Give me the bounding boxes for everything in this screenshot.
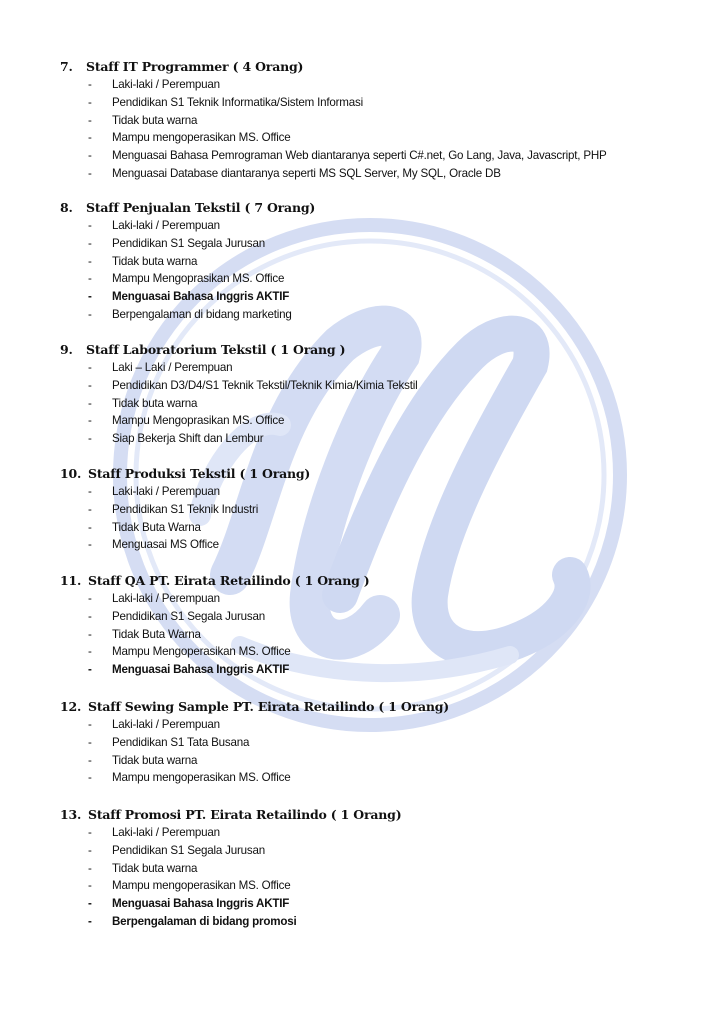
- list-item: [60, 483, 700, 501]
- section-title: Staff Promosi PT. Eirata Retailindo ( 1 Orang): [88, 807, 402, 822]
- section-heading: [60, 465, 700, 483]
- bullet-dash: -: [88, 113, 92, 127]
- list-item: [60, 288, 700, 306]
- section-8: [60, 199, 700, 324]
- list-item: [60, 608, 700, 626]
- list-item: [60, 590, 700, 608]
- bullet-dash: -: [88, 771, 92, 785]
- section-number: 10.: [60, 466, 82, 481]
- item-text: Mampu Mengoprasikan MS. Office: [112, 272, 285, 286]
- section-7: [60, 58, 700, 183]
- item-text: Laki-laki / Perempuan: [112, 826, 220, 839]
- item-text: Menguasai MS Office: [112, 538, 219, 552]
- bullet-dash: -: [88, 735, 92, 749]
- bullet-dash: -: [88, 520, 92, 534]
- item-text: Laki – Laki / Perempuan: [112, 361, 233, 374]
- list-item: [60, 412, 700, 430]
- list-item: [60, 112, 700, 130]
- bullet-dash: -: [88, 219, 92, 232]
- bullet-dash: -: [88, 826, 92, 839]
- section-number: 11.: [60, 573, 82, 588]
- section-number: 9.: [60, 342, 73, 357]
- section-number: 12.: [60, 699, 82, 714]
- item-text: Mampu Mengoperasikan MS. Office: [112, 645, 291, 659]
- section-number: 7.: [60, 59, 73, 74]
- section-heading: [60, 572, 700, 590]
- list-item: [60, 217, 700, 235]
- item-text: Menguasai Bahasa Inggris AKTIF: [112, 663, 290, 677]
- list-item: [60, 626, 700, 644]
- section-heading: [60, 341, 700, 359]
- section-10: [60, 465, 700, 554]
- list-item: [60, 395, 700, 413]
- bullet-dash: -: [88, 149, 92, 163]
- item-text: Tidak buta warna: [112, 113, 198, 127]
- bullet-dash: -: [88, 361, 92, 374]
- bullet-dash: -: [88, 131, 92, 145]
- bullet-dash: -: [88, 627, 92, 641]
- item-text: Laki-laki / Perempuan: [112, 592, 220, 605]
- section-13: [60, 806, 700, 931]
- section-title: Staff Produksi Tekstil ( 1 Orang): [88, 466, 311, 481]
- item-text: Tidak buta warna: [112, 396, 198, 410]
- item-text: Pendidikan S1 Segala Jurusan: [112, 236, 265, 250]
- section-heading: [60, 806, 700, 824]
- bullet-dash: -: [88, 879, 92, 893]
- section-title: Staff IT Programmer ( 4 Orang): [86, 59, 304, 74]
- section-title: Staff Laboratorium Tekstil ( 1 Orang ): [86, 342, 346, 357]
- item-text: Mampu mengoperasikan MS. Office: [112, 771, 291, 785]
- list-item: [60, 752, 700, 770]
- section-number: 13.: [60, 807, 82, 822]
- list-item: [60, 235, 700, 253]
- item-text: Laki-laki / Perempuan: [112, 718, 220, 731]
- list-item: [60, 643, 700, 661]
- bullet-dash: -: [88, 290, 92, 304]
- bullet-dash: -: [88, 414, 92, 428]
- bullet-dash: -: [88, 236, 92, 250]
- list-item: [60, 824, 700, 842]
- list-item: [60, 377, 700, 395]
- item-text: Pendidikan S1 Segala Jurusan: [112, 609, 265, 623]
- list-item: [60, 769, 700, 787]
- item-text: Tidak buta warna: [112, 753, 198, 767]
- section-title: Staff QA PT. Eirata Retailindo ( 1 Orang ): [88, 573, 370, 588]
- item-text: Laki-laki / Perempuan: [112, 78, 220, 91]
- section-heading: [60, 698, 700, 716]
- bullet-dash: -: [88, 914, 92, 928]
- bullet-dash: -: [88, 538, 92, 552]
- list-item: [60, 359, 700, 377]
- item-text: Laki-laki / Perempuan: [112, 485, 220, 498]
- bullet-dash: -: [88, 663, 92, 677]
- item-text: Pendidikan S1 Segala Jurusan: [112, 843, 265, 857]
- list-item: [60, 842, 700, 860]
- bullet-dash: -: [88, 592, 92, 605]
- bullet-dash: -: [88, 645, 92, 659]
- section-title: Staff Penjualan Tekstil ( 7 Orang): [86, 200, 316, 215]
- bullet-dash: -: [88, 609, 92, 623]
- section-number: 8.: [60, 200, 73, 215]
- list-item: [60, 519, 700, 537]
- list-item: [60, 253, 700, 271]
- bullet-dash: -: [88, 861, 92, 875]
- list-item: [60, 661, 700, 679]
- section-title: Staff Sewing Sample PT. Eirata Retailindo ( 1 Orang): [88, 699, 450, 714]
- bullet-dash: -: [88, 753, 92, 767]
- bullet-dash: -: [88, 307, 92, 321]
- bullet-dash: -: [88, 718, 92, 731]
- section-9: [60, 341, 700, 448]
- bullet-dash: -: [88, 485, 92, 498]
- bullet-dash: -: [88, 378, 92, 392]
- list-item: [60, 129, 700, 147]
- item-text: Pendidikan S1 Teknik Industri: [112, 502, 259, 516]
- list-item: [60, 165, 700, 183]
- item-text: Tidak Buta Warna: [112, 520, 201, 534]
- bullet-dash: -: [88, 254, 92, 268]
- item-text: Menguasai Bahasa Inggris AKTIF: [112, 290, 290, 304]
- list-item: [60, 734, 700, 752]
- item-text: Tidak buta warna: [112, 861, 198, 875]
- item-text: Pendidikan D3/D4/S1 Teknik Tekstil/Teknik Kimia/Kimia Tekstil: [112, 378, 418, 392]
- section-heading: [60, 199, 700, 217]
- bullet-dash: -: [88, 432, 92, 446]
- item-text: Mampu Mengoprasikan MS. Office: [112, 414, 285, 428]
- item-text: Siap Bekerja Shift dan Lembur: [112, 432, 264, 446]
- item-text: Pendidikan S1 Teknik Informatika/Sistem Informasi: [112, 95, 363, 109]
- item-text: Laki-laki / Perempuan: [112, 219, 220, 232]
- item-text: Menguasai Database diantaranya seperti MS SQL Server, My SQL, Oracle DB: [112, 166, 501, 180]
- item-text: Mampu mengoperasikan MS. Office: [112, 879, 291, 893]
- bullet-dash: -: [88, 272, 92, 286]
- list-item: [60, 430, 700, 448]
- bullet-dash: -: [88, 396, 92, 410]
- item-text: Berpengalaman di bidang promosi: [112, 914, 297, 928]
- bullet-dash: -: [88, 843, 92, 857]
- item-text: Mampu mengoperasikan MS. Office: [112, 131, 291, 145]
- list-item: [60, 860, 700, 878]
- bullet-dash: -: [88, 897, 92, 911]
- list-item: [60, 306, 700, 324]
- item-text: Tidak buta warna: [112, 254, 198, 268]
- list-item: [60, 877, 700, 895]
- bullet-dash: -: [88, 166, 92, 180]
- section-12: [60, 698, 700, 787]
- item-text: Pendidikan S1 Tata Busana: [112, 735, 250, 749]
- list-item: [60, 716, 700, 734]
- list-item: [60, 76, 700, 94]
- bullet-dash: -: [88, 95, 92, 109]
- list-item: [60, 536, 700, 554]
- item-text: Tidak Buta Warna: [112, 627, 201, 641]
- list-item: [60, 501, 700, 519]
- list-item: [60, 147, 700, 165]
- section-heading: [60, 58, 700, 76]
- list-item: [60, 270, 700, 288]
- list-item: [60, 913, 700, 931]
- item-text: Menguasai Bahasa Inggris AKTIF: [112, 897, 290, 911]
- list-item: [60, 94, 700, 112]
- item-text: Menguasai Bahasa Pemrograman Web diantaranya seperti C#.net, Go Lang, Java, Javascript, PHP: [112, 149, 607, 163]
- bullet-dash: -: [88, 78, 92, 91]
- list-item: [60, 895, 700, 913]
- bullet-dash: -: [88, 502, 92, 516]
- item-text: Berpengalaman di bidang marketing: [112, 307, 292, 321]
- section-11: [60, 572, 700, 679]
